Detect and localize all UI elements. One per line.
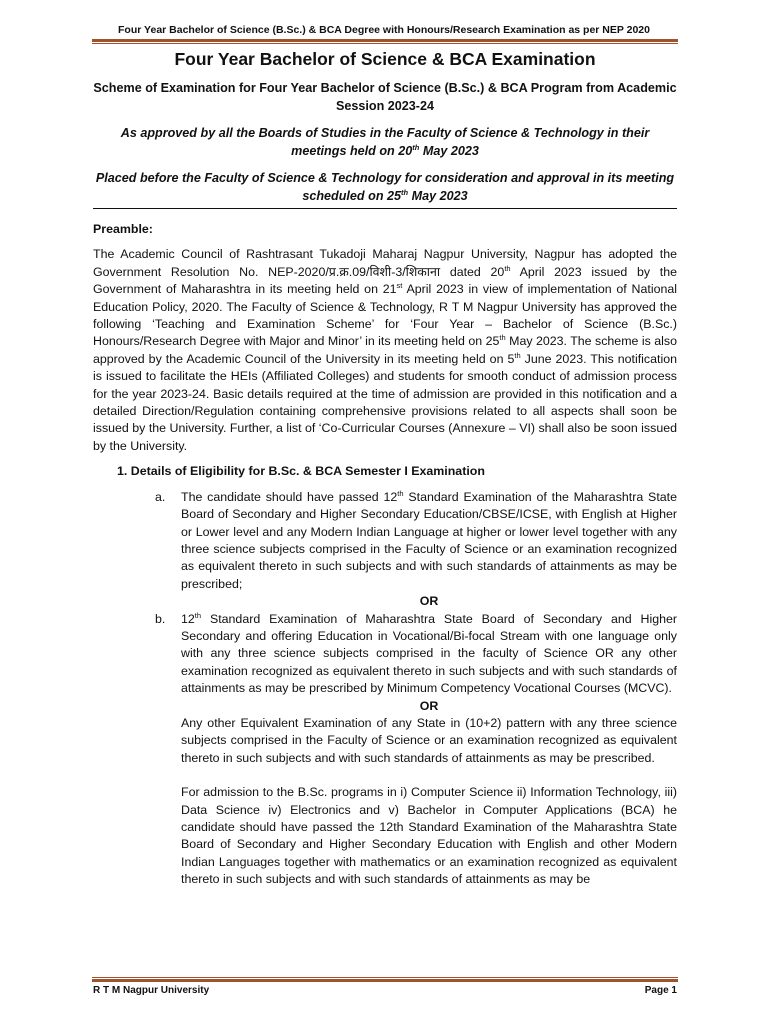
admission-paragraph: For admission to the B.Sc. programs in i) Computer Science ii) Information Technology, iii) Data Science iv) Electronics and v) Bachelor in Computer Applications (BCA) he candidate should have passed the 12th Standard Examination of the Maharashtra State Board of Secondary and Higher Secondary Education with English and other Modern Indian Languages together with mathematics or an examination recognized as equivalent thereto in such subjects and with such standards of attainments as may be xyxy=(181,785,677,887)
footer-university: R T M Nagpur University xyxy=(93,985,210,996)
or-separator: OR xyxy=(419,594,439,609)
document-body xyxy=(93,221,677,889)
eligibility-item-a: a. The candidate should have passed 12th Standard Examination of the Maharashtra State Board of Secondary and Higher Secondary Education/CBSE/ICSE, with English at Higher or Lower level and any Modern Indian Language at higher or lower level together with any three science subjects comprised in the Faculty of Science or an examination recognized as equivalent thereto in such subjects and with such standards of attainments as may be prescribed; xyxy=(155,488,677,591)
page-title: Four Year Bachelor of Science & BCA Examination xyxy=(174,49,596,69)
preamble-paragraph: The Academic Council of Rashtrasant Tukadoji Maharaj Nagpur University, Nagpur has adopted the Government Resolution No. NEP-2020/प्र.क्र.09/विशी-3/शिकाना dated 20th April 2023 issued by the Government of Maharashtra in its meeting held on 21st April 2023 in view of implementation of National Education Policy, 2020. The Faculty of Science & Technology, R T M Nagpur University has approved the following ‘Teaching and Examination Scheme’ for ‘Four Year – Bachelor of Science (B.Sc.) Honours/Research Degree with Major and Minor’ in its meeting held on 25th May 2023. The scheme is also approved by the Academic Council of the University in its meeting held on 5th June 2023. This notification is issued to facilitate the HEIs (Affiliated Colleges) and students for smooth conduct of admission process for the year 2023-24. Basic details required at the time of admission are provided in this notification and a detailed Direction/Regulation containing comprehensive provisions related to all aspects shall soon be issued by the University. Further, a list of ‘Co-Curricular Courses (Annexure – VI) shall also be soon issued by the University. xyxy=(93,247,678,453)
header-rule-thick xyxy=(92,39,678,42)
page-number: Page 1 xyxy=(644,985,677,996)
title-block xyxy=(93,48,677,205)
preamble-heading: Preamble: xyxy=(93,222,153,236)
title-separator xyxy=(93,208,677,209)
footer-rule-thin xyxy=(92,977,678,978)
header-rule-thin xyxy=(92,43,678,44)
running-header: Four Year Bachelor of Science (B.Sc.) & BCA Degree with Honours/Research Examination as per NEP 2020 xyxy=(118,24,650,36)
approval-note: As approved by all the Boards of Studies in the Faculty of Science & Technology in their meetings held on 20th May 2023 xyxy=(120,126,650,158)
item-label: a. xyxy=(155,489,166,504)
other-equivalent-paragraph: Any other Equivalent Examination of any State in (10+2) pattern with any three science subjects comprised in the Faculty of Science or an examination recognized as equivalent thereto in such subjects and with such standards of attainments as may be prescribed. xyxy=(181,715,677,765)
placement-note: Placed before the Faculty of Science & Technology for consideration and approval in its meeting scheduled on 25th May 2023 xyxy=(95,171,675,203)
footer-rule-thick xyxy=(92,979,678,982)
page-footer xyxy=(93,985,677,996)
item-label: b. xyxy=(155,611,166,626)
eligibility-item-b: b. 12th Standard Examination of Maharashtra State Board of Secondary and Higher Secondary and offering Education in Vocational/Bi-focal Stream with one language only with any three science subjects comprised in the faculty of Science OR any other examination recognized as equivalent thereto in such subjects and with such standards of attainments as may be prescribed by Minimum Competency Vocational Courses (MCVC). xyxy=(155,610,677,696)
scheme-subtitle: Scheme of Examination for Four Year Bachelor of Science (B.Sc.) & BCA Program from Academic Session 2023-24 xyxy=(93,81,677,113)
or-separator: OR xyxy=(419,698,439,713)
section-heading-eligibility: 1. Details of Eligibility for B.Sc. & BCA Semester I Examination xyxy=(117,464,485,479)
